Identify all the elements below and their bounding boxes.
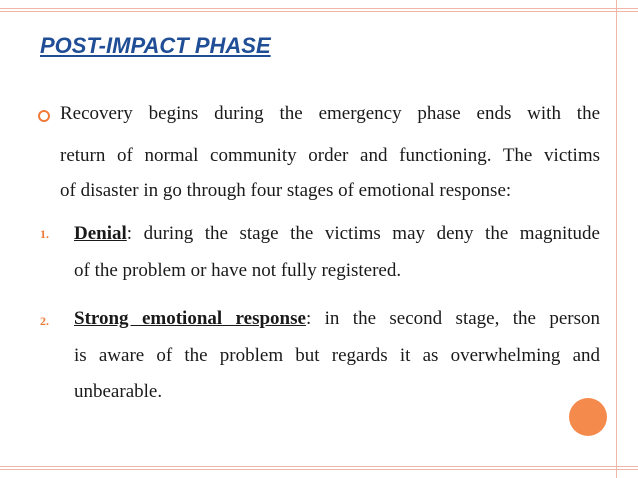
bullet-ring-icon	[38, 110, 50, 122]
list-item-2-line-1	[74, 307, 600, 331]
list-item-1-text: : during the stage the victims may deny the magnitude	[126, 223, 600, 244]
bullet-line-2: return of normal community order and functioning. The victims	[60, 145, 600, 166]
list-number-1: 1.	[40, 227, 49, 241]
decorative-circle	[569, 398, 607, 436]
right-decorative-rule	[616, 0, 617, 478]
list-item-1-term: Denial	[74, 223, 127, 244]
top-decorative-rule-inner	[0, 11, 638, 12]
list-item-1-line-2: of the problem or have not fully registered.	[74, 260, 402, 281]
list-number-2: 2.	[40, 314, 49, 328]
list-item-1-line-1	[74, 222, 600, 246]
bottom-decorative-rule-inner	[0, 469, 638, 470]
bottom-decorative-rule	[0, 466, 638, 467]
list-item-2-text: : in the second stage, the person	[305, 308, 601, 329]
list-item-2-term: Strong emotional response	[74, 308, 306, 329]
bullet-line-1: Recovery begins during the emergency phase ends with the	[60, 103, 600, 124]
list-item-2-line-2: is aware of the problem but regards it as overwhelming and	[74, 345, 600, 366]
slide-title: POST-IMPACT PHASE	[40, 33, 271, 58]
list-item-2-line-3: unbearable.	[74, 381, 163, 402]
bullet-line-3: of disaster in go through four stages of emotional response:	[60, 180, 512, 201]
top-decorative-rule	[0, 8, 638, 9]
